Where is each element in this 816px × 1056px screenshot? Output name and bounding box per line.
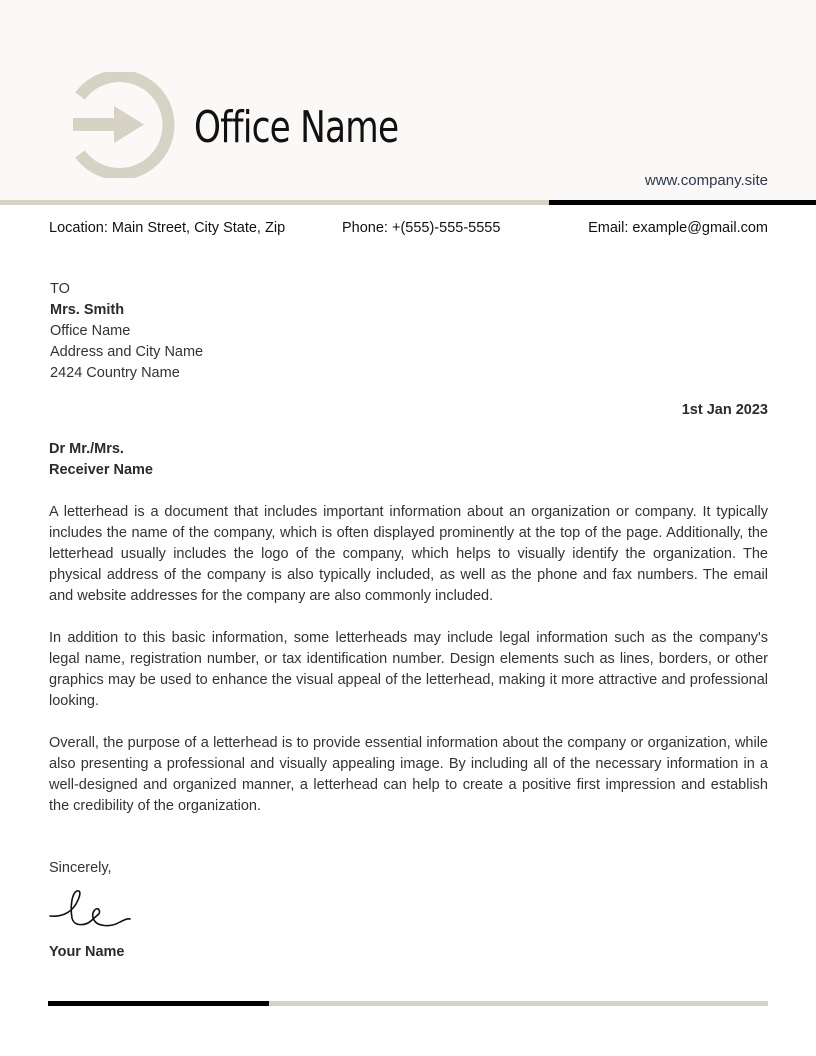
sign-in-arrow-icon: [72, 72, 186, 178]
body-paragraph-2: In addition to this basic information, some letterheads may include legal information such as the company's legal name, registration number, or tax identification number. Design elements such as lines, borders, or other graphics may be used to enhance the visual appeal of the letterhead, making it more attractive and professional looking.: [49, 630, 768, 709]
contact-phone: Phone: +(555)-555-5555: [342, 220, 501, 236]
contact-location: Location: Main Street, City State, Zip: [49, 220, 286, 236]
footer-divider-dark: [48, 1001, 269, 1006]
letterhead-header: [0, 0, 816, 200]
header-divider-dark: [549, 200, 816, 205]
recipient-to-label: TO: [50, 281, 70, 297]
body-paragraph-3: Overall, the purpose of a letterhead is to provide essential information about the company or organization, while also presenting a professional and visually appealing image. By including all of the necessary information in a well-designed and organized manner, a letterhead can help to create a positive first impression and establish the credibility of the organization.: [49, 735, 768, 814]
salutation-title: Dr Mr./Mrs.: [49, 441, 124, 457]
body-paragraph-1: A letterhead is a document that includes important information about an organization or company. It typically includes the name of the company, which is often displayed prominently at the top of the page. Additionally, the letterhead usually includes the logo of the company, which helps to visually identify the organization. The physical address of the company is also typically included, as well as the phone and fax numbers. The email and website addresses for the company are also commonly included.: [49, 504, 768, 604]
salutation-name: Receiver Name: [49, 462, 153, 478]
signer-name: Your Name: [49, 944, 125, 960]
signature-image: [48, 886, 132, 934]
recipient-office: Office Name: [50, 323, 131, 339]
recipient-address: Address and City Name: [50, 344, 204, 360]
recipient-address-block: [50, 279, 203, 384]
website-link[interactable]: www.company.site: [644, 172, 768, 189]
recipient-country: 2424 Country Name: [50, 365, 180, 381]
letter-body: [49, 502, 768, 838]
office-name-title: Office Name: [194, 102, 399, 153]
salutation-block: [49, 439, 153, 481]
letter-date: 1st Jan 2023: [681, 402, 768, 418]
header-divider-light: [0, 200, 549, 205]
recipient-name: Mrs. Smith: [50, 302, 125, 318]
contact-email: Email: example@gmail.com: [588, 220, 768, 236]
footer-divider-light: [269, 1001, 768, 1006]
closing-text: Sincerely,: [49, 860, 112, 876]
